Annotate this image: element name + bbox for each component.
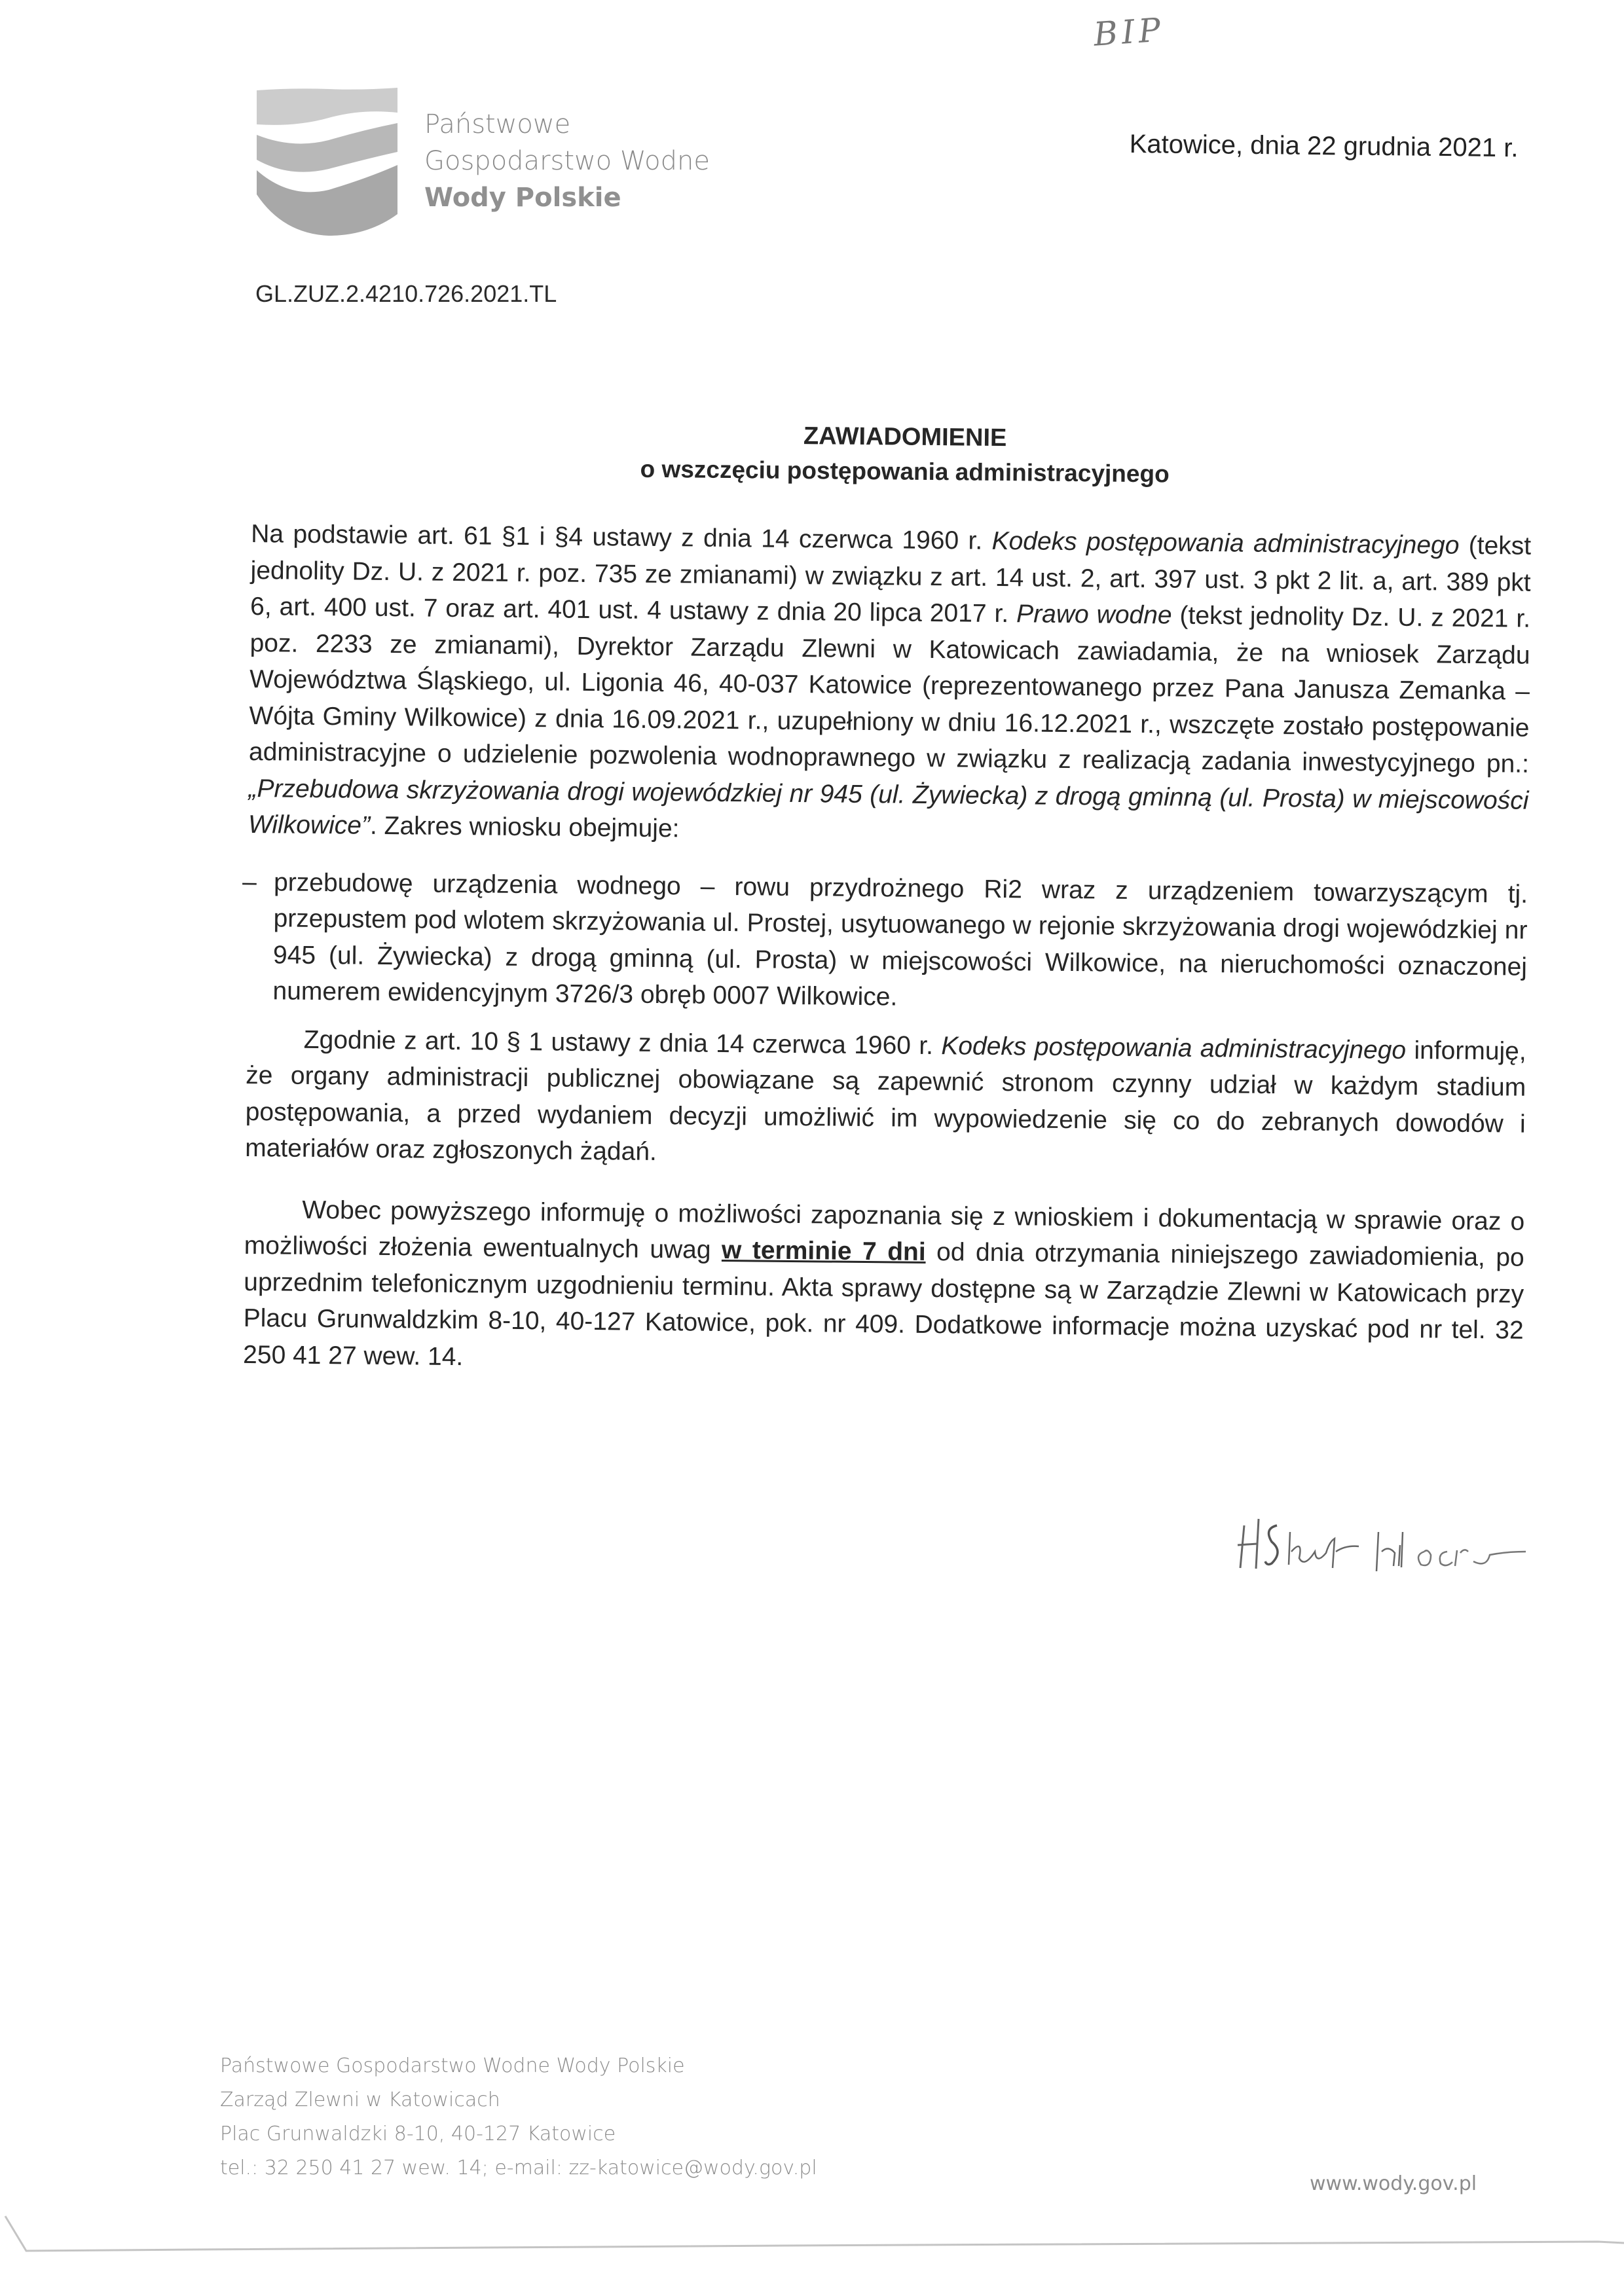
letterhead-line-3: Wody Polskie [424,183,621,213]
paragraph-text: . Zakres wniosku obejmuje: [369,811,680,843]
date-line: Katowice, dnia 22 grudnia 2021 r. [1129,130,1519,163]
logo-wave-bottom [257,165,397,236]
italic-project-name: „Przebudowa skrzyżowania drogi wojewódzkiej nr 945 (ul. Żywiecka) z drogą gminną (ul. Prosta) w miejscowości Wilkowice” [248,774,1529,840]
scan-edge-line [0,2213,1624,2265]
document-subtitle: o wszczęciu postępowania administracyjnego [640,455,1170,488]
letterhead-line-2: Gospodarstwo Wodne [424,146,710,176]
paragraph-text: (tekst jednolity Dz. U. z 2021 r. poz. 735 ze zmianami) w związku z art. 14 ust. 2, art. 397 ust. 3 pkt 2 lit. a, art. 389 pkt 6, art. 400 ust. 7 oraz art. 401 ust. 4 ustawy z dnia 20 lipca 2017 r. [249,531,1532,629]
paragraph-text: (tekst jednolity Dz. U. z 2021 r. poz. 2233 ze zmianami), Dyrektor Zarządu Zlewni w Katowicach zawiadamia, że na wniosek Zarządu Województwa Śląskiego, ul. Ligonia 46, 40-037 Katowice (reprezentowanego przez Pana Janusza Zemanka – Wójta Gminy Wilkowice) z dnia 16.09.2021 r., uzupełniony w dniu 16.12.2021 r., wszczęte zostało postępowanie administracyjne o udzielenie pozwolenia wodnoprawnego w związku z realizacją zadania inwestycyjnego pn.: [248,601,1531,778]
paragraph-rights [245,1021,1526,1178]
italic-act-name: Kodeks postępowania administracyjnego [991,526,1460,560]
logo-wave-top [257,88,397,125]
paragraph-legal-basis [248,516,1532,855]
document-title: ZAWIADOMIENIE [803,422,1007,452]
footer-line-1: Państwowe Gospodarstwo Wodne Wody Polskie [220,2054,685,2077]
footer-line-2: Zarząd Zlewni w Katowicach [220,2088,500,2111]
footer-line-3: Plac Grunwaldzki 8-10, 40-127 Katowice [220,2123,616,2145]
footer-website: www.wody.gov.pl [1310,2172,1477,2195]
letter-body [243,412,1532,1385]
dash-bullet-icon: – [242,867,257,896]
scope-list [242,864,1528,1021]
handwritten-signature [1231,1506,1532,1578]
handwritten-note: BIP [1092,10,1166,54]
reference-number: GL.ZUZ.2.4210.726.2021.TL [255,280,557,307]
paragraph-text: Wobec powyższego informuję o możliwości zapoznania się z wnioskiem i dokumentacją w sprawie oraz o możliwości złożenia ewentualnych uwag [244,1195,1525,1264]
italic-act-name: Kodeks postępowania administracyjnego [941,1031,1407,1065]
paragraph-access-info [243,1191,1525,1385]
wody-polskie-logo-icon [257,86,401,237]
logo-wave-middle [257,123,397,172]
paragraph-text: Na podstawie art. 61 §1 i §4 ustawy z dnia 14 czerwca 1960 r. [251,519,992,555]
paragraph-text: Zgodnie z art. 10 § 1 ustawy z dnia 14 czerwca 1960 r. [303,1025,942,1060]
list-item-text: przebudowę urządzenia wodnego – rowu przydrożnego Ri2 wraz z urządzeniem towarzyszącym tj. przepustem pod wlotem skrzyżowania ul. Prostej, usytuowanego w rejonie skrzyżowania drogi wojewódzkiej nr 945 (ul. Żywiecka) z drogą gminną (ul. Prosta) w miejscowości Wilkowice, na nieruchomości oznaczonej numerem ewidencyjnym 3726/3 obręb 0007 Wilkowice. [272,867,1528,1011]
italic-act-name: Prawo wodne [1016,600,1172,630]
letterhead-name [424,106,710,216]
list-item [242,864,1528,1021]
deadline-emphasis: w terminie 7 dni [721,1235,926,1266]
paragraph-text: od dnia otrzymania niniejszego zawiadomienia, po uprzednim telefonicznym uzgodnieniu terminu. Akta sprawy dostępne są w Zarządzie Zlewni w Katowicach przy Placu Grunwaldzkim 8-10, 40-127 Katowice, pok. nr 409. Dodatkowe informacje można uzyskać pod nr tel. 32 250 41 27 wew. 14. [242,1237,1524,1371]
footer-address [220,2049,817,2185]
letterhead-line-1: Państwowe [424,109,571,139]
paragraph-text: informuję, że organy administracji publicznej obowiązane są zapewnić stronom czynny udział w każdym stadium postępowania, a przed wydaniem decyzji umożliwić im wypowiedzenie się co do zebranych dowodów i materiałów oraz zgłoszonych żądań. [245,1036,1526,1166]
footer-line-4: tel.: 32 250 41 27 wew. 14; e-mail: zz-katowice@wody.gov.pl [220,2157,817,2179]
